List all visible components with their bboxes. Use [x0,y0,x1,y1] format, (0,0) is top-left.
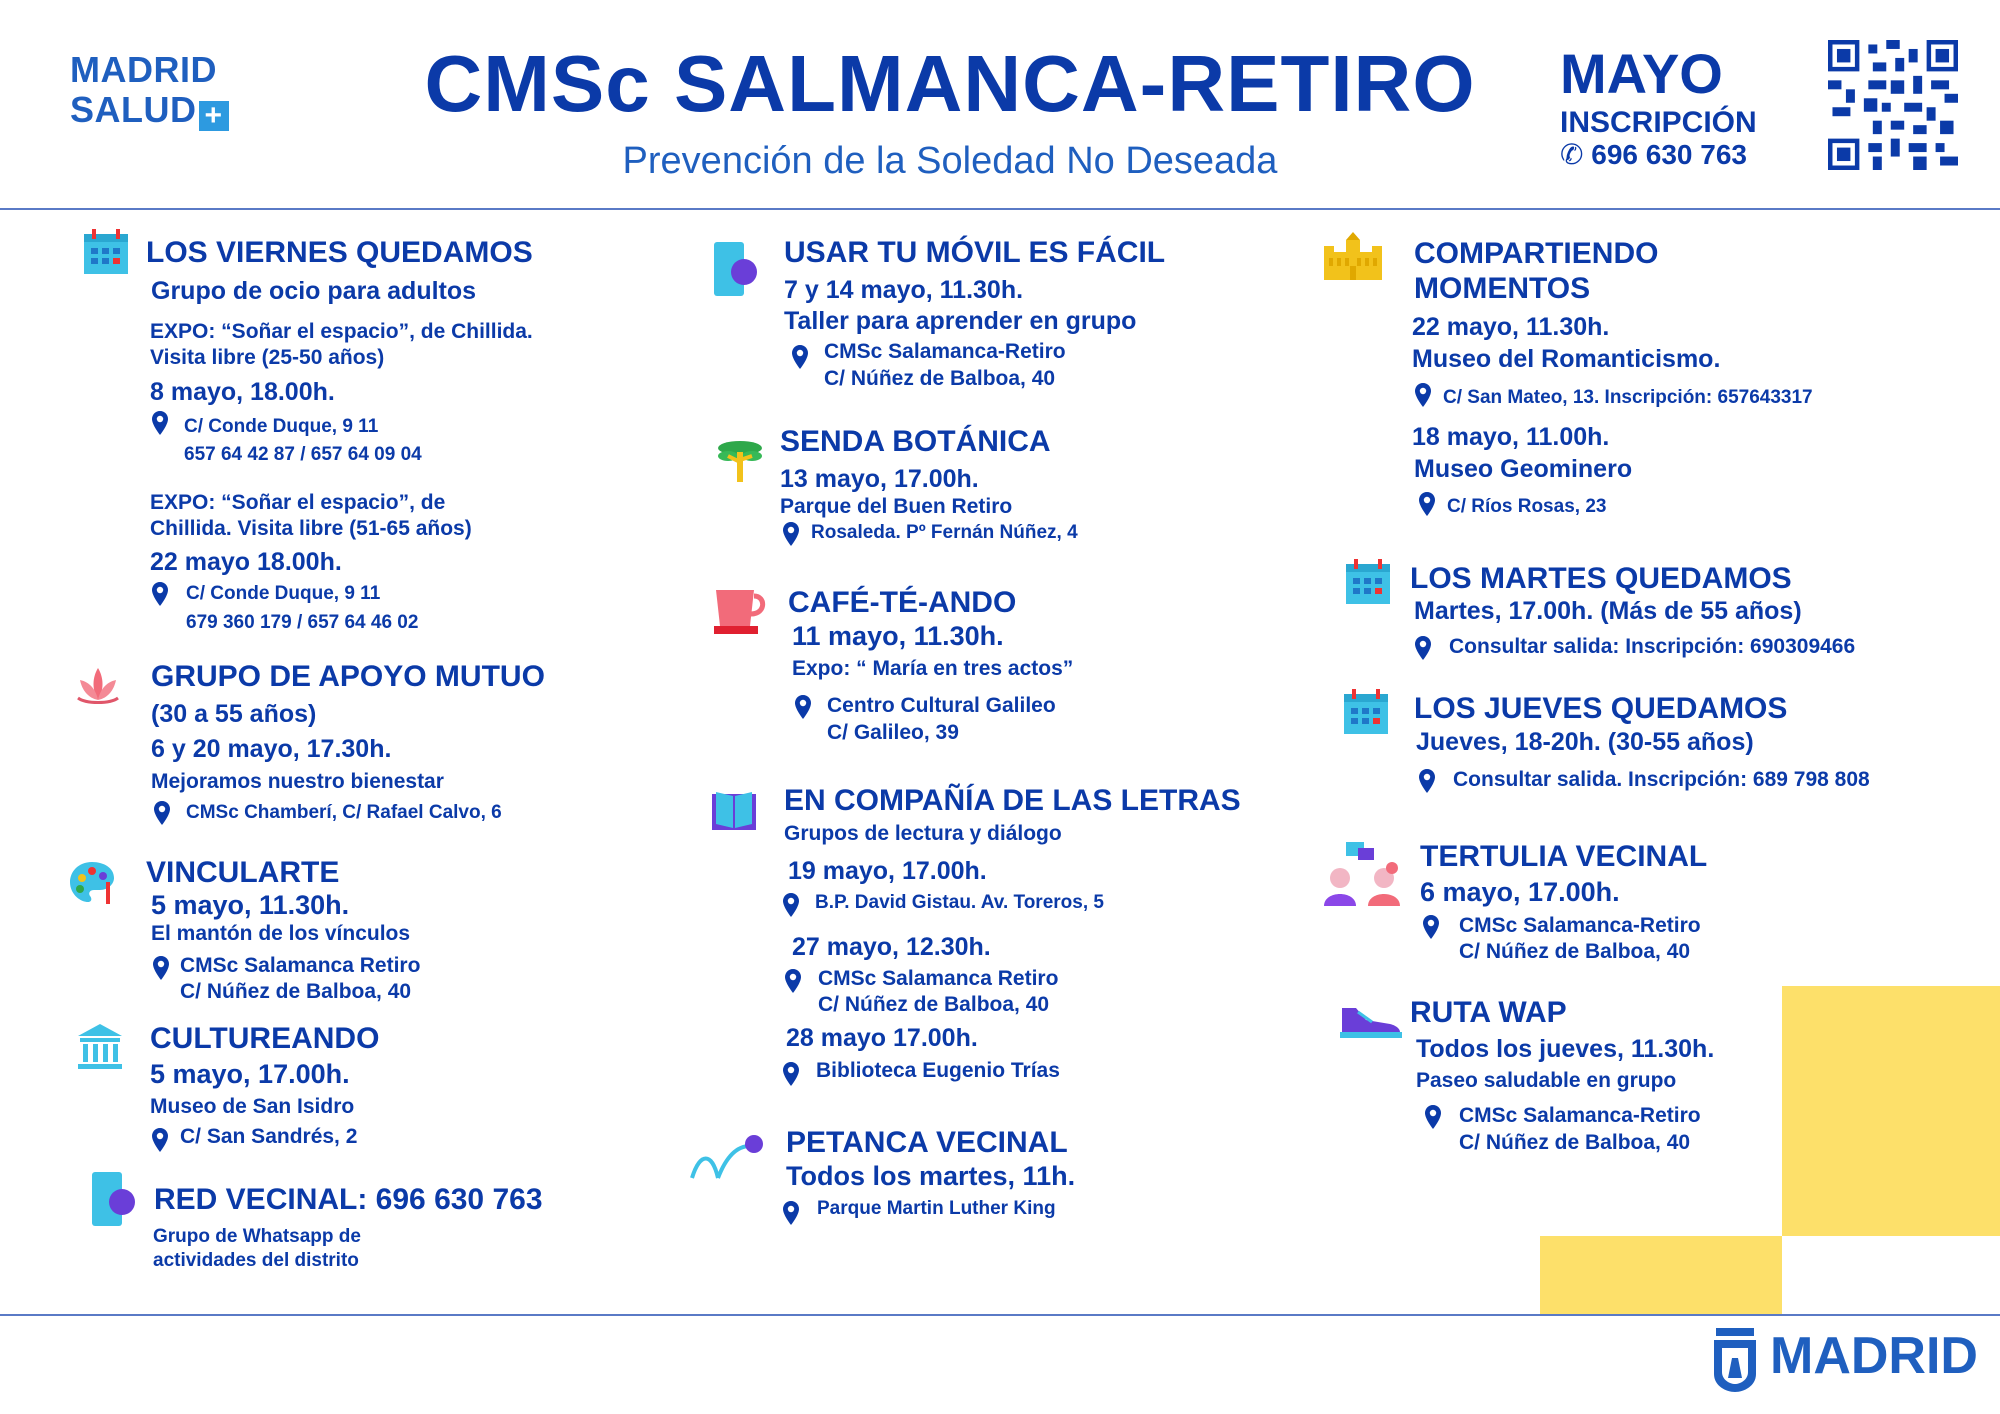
petanque-icon [688,1132,768,1184]
calendar-icon [1342,556,1394,608]
logo-line1: MADRID [70,49,217,90]
letras-title: EN COMPAÑÍA DE LAS LETRAS [784,784,1241,817]
logo-line2: SALUD [70,89,197,130]
viernes-e2-date: 22 mayo 18.00h. [150,548,342,576]
compartiendo-d1: 22 mayo, 11.30h. [1412,313,1610,341]
martes-addr: Consultar salida: Inscripción: 690309466 [1449,635,1856,658]
footer-divider [0,1314,2000,1316]
viernes-e1-phones: 657 64 42 87 / 657 64 09 04 [184,444,422,465]
letras-a2-2: C/ Núñez de Balboa, 40 [818,993,1050,1016]
ruta-date: Todos los jueves, 11.30h. [1416,1035,1715,1063]
viernes-e1-line1: EXPO: “Soñar el espacio”, de Chillida. [150,320,533,343]
viernes-subtitle: Grupo de ocio para adultos [151,277,477,305]
location-pin-icon [1424,1104,1442,1130]
viernes-e2-addr: C/ Conde Duque, 9 11 [186,583,381,604]
apoyo-date: 6 y 20 mayo, 17.30h. [151,735,392,763]
letras-d1: 19 mayo, 17.00h. [788,857,987,885]
movil-title: USAR TU MÓVIL ES FÁCIL [784,236,1166,269]
calendar-icon [80,226,132,278]
apoyo-title: GRUPO DE APOYO MUTUO [151,660,545,693]
tertulia-title: TERTULIA VECINAL [1420,840,1708,873]
location-pin-icon [784,968,802,994]
letras-a1: B.P. David Gistau. Av. Toreros, 5 [815,892,1104,913]
book-icon [708,786,760,838]
location-pin-icon [1414,382,1432,408]
petanca-addr: Parque Martin Luther King [817,1198,1056,1219]
ruta-desc: Paseo saludable en grupo [1416,1069,1677,1092]
movil-addr1: CMSc Salamanca-Retiro [824,340,1066,363]
cafe-date: 11 mayo, 11.30h. [792,621,1004,651]
senda-addr: Rosaleda. Pº Fernán Núñez, 4 [811,522,1078,543]
lotus-icon [72,660,124,712]
location-pin-icon [1414,635,1432,661]
qr-code-icon[interactable] [1828,40,1958,170]
palette-icon [66,856,118,908]
page-title: CMSc SALMANCA-RETIRO [424,39,1476,128]
letras-d2: 27 mayo, 12.30h. [792,933,991,961]
yellow-block-small [1540,1236,1782,1314]
movil-date: 7 y 14 mayo, 11.30h. [784,276,1024,304]
vincularte-title: VINCULARTE [146,856,340,889]
cup-icon [710,586,770,638]
compartiendo-p1: Museo del Romanticismo. [1412,345,1721,373]
page-subtitle: Prevención de la Soledad No Deseada [622,140,1278,182]
location-pin-icon [782,521,800,547]
ruta-title: RUTA WAP [1410,996,1567,1029]
cafe-addr2: C/ Galileo, 39 [827,721,959,744]
sneaker-icon [1338,1000,1404,1040]
petanca-date: Todos los martes, 11h. [786,1161,1076,1191]
compartiendo-a1: C/ San Mateo, 13. Inscripción: 657643317 [1443,387,1813,408]
letras-desc: Grupos de lectura y diálogo [784,822,1062,845]
letras-a3: Biblioteca Eugenio Trías [816,1059,1060,1082]
mobile-icon [708,240,760,300]
compartiendo-p2: Museo Geominero [1414,455,1633,483]
jueves-addr: Consultar salida. Inscripción: 689 798 808 [1453,768,1870,791]
ruta-addr1: CMSc Salamanca-Retiro [1459,1104,1701,1127]
viernes-title: LOS VIERNES QUEDAMOS [146,236,533,269]
tertulia-addr2: C/ Núñez de Balboa, 40 [1459,940,1691,963]
location-pin-icon [782,1200,800,1226]
yellow-block-large [1782,986,2000,1236]
letras-d3: 28 mayo 17.00h. [786,1024,978,1052]
phone-icon: ✆ [1560,139,1584,170]
location-pin-icon [151,1127,169,1153]
tertulia-date: 6 mayo, 17.00h. [1420,877,1620,907]
cafe-addr1: Centro Cultural Galileo [827,694,1056,717]
inscription-label: INSCRIPCIÓN [1560,106,1757,139]
cultureando-title: CULTUREANDO [150,1022,380,1055]
cultureando-date: 5 mayo, 17.00h. [150,1059,350,1089]
palace-icon [1320,232,1386,284]
tertulia-addr1: CMSc Salamanca-Retiro [1459,914,1701,937]
madrid-crest-icon [1712,1328,1758,1394]
madrid-footer-logo: MADRID [1770,1327,1978,1385]
cafe-title: CAFÉ-TÉ-ANDO [788,586,1017,619]
location-pin-icon [151,581,169,607]
month-label: MAYO [1560,42,1723,105]
calendar-icon [1340,686,1392,738]
compartiendo-d2: 18 mayo, 11.00h. [1412,423,1610,451]
people-talking-icon [1322,842,1408,908]
jueves-title: LOS JUEVES QUEDAMOS [1414,692,1788,725]
senda-date: 13 mayo, 17.00h. [780,465,979,493]
madrid-salud-logo [70,50,229,131]
viernes-e2-phones: 679 360 179 / 657 64 46 02 [186,612,419,633]
mobile-chat-icon [86,1170,138,1230]
compartiendo-a2: C/ Ríos Rosas, 23 [1447,496,1607,517]
senda-desc: Parque del Buen Retiro [780,495,1013,518]
viernes-e1-date: 8 mayo, 18.00h. [150,378,335,406]
red-desc1: Grupo de Whatsapp de [153,1226,361,1247]
viernes-e1-line2: Visita libre (25-50 años) [150,346,385,369]
vincularte-desc: El mantón de los vínculos [151,922,411,945]
viernes-e2-line2: Chillida. Visita libre (51-65 años) [150,517,472,540]
location-pin-icon [1422,914,1440,940]
location-pin-icon [1418,768,1436,794]
movil-desc: Taller para aprender en grupo [784,307,1137,335]
compartiendo-title2: MOMENTOS [1414,272,1591,305]
martes-title: LOS MARTES QUEDAMOS [1410,562,1792,595]
phone-text: 696 630 763 [1591,139,1747,170]
martes-date: Martes, 17.00h. (Más de 55 años) [1414,597,1802,625]
vincularte-addr1: CMSc Salamanca Retiro [180,954,421,977]
letras-a2-1: CMSc Salamanca Retiro [818,967,1059,990]
apoyo-age: (30 a 55 años) [151,700,317,728]
viernes-e2-line1: EXPO: “Soñar el espacio”, de [150,491,446,514]
location-pin-icon [782,892,800,918]
location-pin-icon [153,800,171,826]
vincularte-date: 5 mayo, 11.30h. [151,890,350,920]
header-divider [0,208,2000,210]
apoyo-addr: CMSc Chamberí, C/ Rafael Calvo, 6 [186,802,502,823]
cultureando-addr: C/ San Sandrés, 2 [180,1125,358,1148]
cultureando-desc: Museo de San Isidro [150,1095,355,1118]
plus-icon: + [199,101,229,131]
cafe-desc: Expo: “ María en tres actos” [792,657,1074,680]
vincularte-addr2: C/ Núñez de Balboa, 40 [180,980,412,1003]
ruta-addr2: C/ Núñez de Balboa, 40 [1459,1131,1691,1154]
location-pin-icon [791,344,809,370]
location-pin-icon [1418,491,1436,517]
senda-title: SENDA BOTÁNICA [780,425,1051,458]
jueves-date: Jueves, 18-20h. (30-55 años) [1416,728,1754,756]
red-desc2: actividades del distrito [153,1250,359,1271]
viernes-e1-addr: C/ Conde Duque, 9 11 [184,416,379,437]
apoyo-desc: Mejoramos nuestro bienestar [151,770,444,793]
location-pin-icon [151,410,169,436]
tree-icon [714,434,766,486]
compartiendo-title1: COMPARTIENDO [1414,237,1659,270]
location-pin-icon [794,694,812,720]
movil-addr2: C/ Núñez de Balboa, 40 [824,367,1056,390]
location-pin-icon [152,955,170,981]
location-pin-icon [782,1061,800,1087]
phone-number[interactable] [1560,138,1747,172]
museum-icon [74,1020,126,1072]
petanca-title: PETANCA VECINAL [786,1126,1068,1159]
red-title: RED VECINAL: 696 630 763 [154,1183,543,1216]
